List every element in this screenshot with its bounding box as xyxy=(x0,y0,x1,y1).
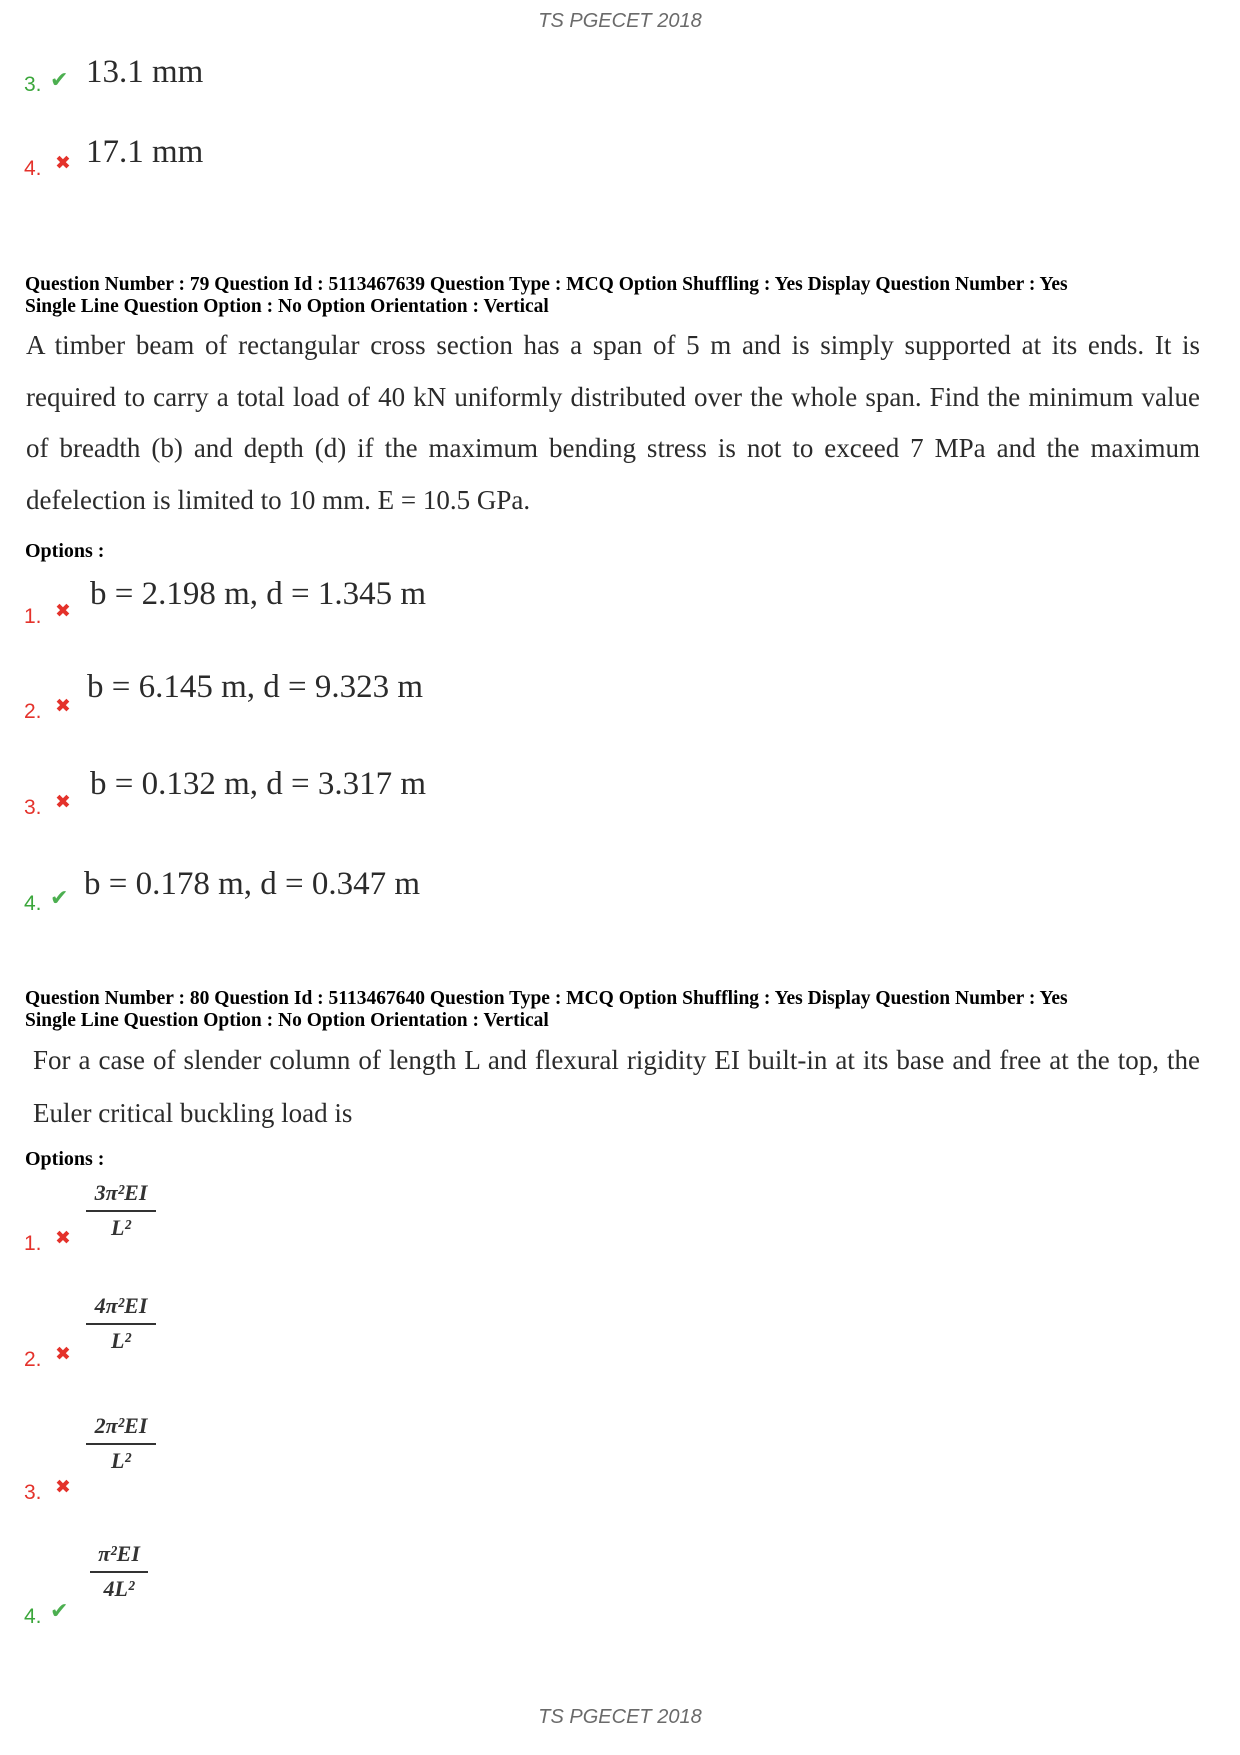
option-number: 4. xyxy=(24,1605,42,1628)
question-meta-line1: Question Number : 79 Question Id : 5113467639 Question Type : MCQ Option Shuffling : Yes Display Question Number : Yes xyxy=(25,274,1068,295)
option-formula xyxy=(86,1413,156,1474)
formula-numerator: 2π²EI xyxy=(86,1413,156,1445)
option-number: 4. xyxy=(24,892,42,915)
option-number: 1. xyxy=(24,605,42,628)
wrong-cross-icon: ✖ xyxy=(55,600,71,622)
option-text: 13.1 mm xyxy=(86,54,204,90)
option-text: b = 6.145 m, d = 9.323 m xyxy=(87,669,424,705)
formula-numerator: 4π²EI xyxy=(86,1293,156,1325)
option-text: b = 0.132 m, d = 3.317 m xyxy=(90,766,427,802)
options-label: Options : xyxy=(25,540,105,562)
formula-denominator: L² xyxy=(110,1328,132,1353)
formula-numerator: π²EI xyxy=(90,1541,148,1573)
page-header: TS PGECET 2018 xyxy=(538,10,702,32)
question-text: For a case of slender column of length L and flexural rigidity EI built-in at its base and free at the top, the Euler critical buckling load is xyxy=(33,1045,1200,1128)
option-number: 2. xyxy=(24,700,42,723)
option-number: 3. xyxy=(24,796,42,819)
wrong-cross-icon: ✖ xyxy=(55,1227,71,1249)
option-number: 4. xyxy=(24,157,42,180)
wrong-cross-icon: ✖ xyxy=(55,1343,71,1365)
wrong-cross-icon: ✖ xyxy=(55,791,71,813)
option-number: 1. xyxy=(24,1232,42,1255)
option-text: b = 0.178 m, d = 0.347 m xyxy=(84,866,421,902)
wrong-cross-icon: ✖ xyxy=(55,1476,71,1498)
options-label: Options : xyxy=(25,1148,105,1170)
option-formula xyxy=(86,1180,156,1241)
option-number: 3. xyxy=(24,1481,42,1504)
formula-numerator: 3π²EI xyxy=(86,1180,156,1212)
option-formula xyxy=(86,1293,156,1354)
correct-check-icon: ✔ xyxy=(50,68,69,93)
question-text: A timber beam of rectangular cross section has a span of 5 m and is simply supported at its ends. It is required to carry a total load of 40 kN uniformly distributed over the whole span. Find the minimum value of breadth (b) and depth (d) if the maximum bending stress is not to exceed 7 MPa and the maximum defelection is limited to 10 mm. E = 10.5 GPa. xyxy=(26,330,1200,515)
correct-check-icon: ✔ xyxy=(50,886,69,911)
formula-denominator: L² xyxy=(110,1215,132,1240)
page-footer: TS PGECET 2018 xyxy=(538,1706,702,1728)
wrong-cross-icon: ✖ xyxy=(55,152,71,174)
formula-denominator: L² xyxy=(110,1448,132,1473)
option-number: 2. xyxy=(24,1348,42,1371)
formula-denominator: 4L² xyxy=(103,1576,135,1601)
question-meta-line2: Single Line Question Option : No Option Orientation : Vertical xyxy=(25,296,549,317)
wrong-cross-icon: ✖ xyxy=(55,695,71,717)
option-text: b = 2.198 m, d = 1.345 m xyxy=(90,576,427,612)
correct-check-icon: ✔ xyxy=(50,1599,69,1624)
option-formula xyxy=(90,1541,148,1602)
option-number: 3. xyxy=(24,73,42,96)
option-text: 17.1 mm xyxy=(86,134,204,170)
question-meta-line1: Question Number : 80 Question Id : 5113467640 Question Type : MCQ Option Shuffling : Yes Display Question Number : Yes xyxy=(25,988,1068,1009)
question-meta-line2: Single Line Question Option : No Option Orientation : Vertical xyxy=(25,1010,549,1031)
